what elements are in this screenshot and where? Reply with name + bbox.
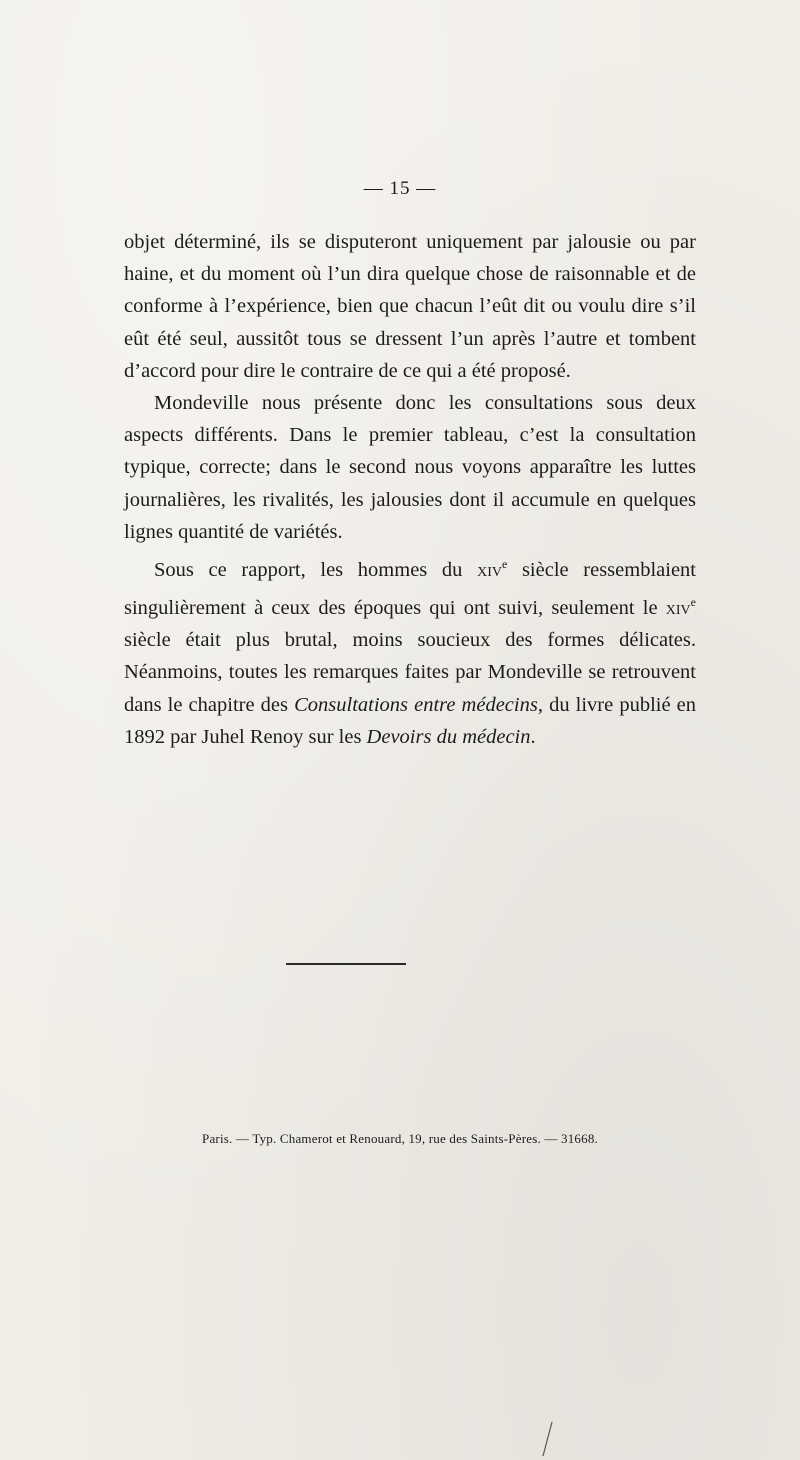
paragraph-1: objet déterminé, ils se disputeront uniquement par jalousie ou par haine, et du moment où l’un dira quelque chose de raisonnable et de conforme à l’expérience, bien que chacun l’eût dit ou voulu dire s’il eût été seul, aussitôt tous se dressent l’un après l’autre et tombent d’accord pour dire le contraire de ce qui a été proposé.	[124, 231, 696, 382]
century-superscript: e	[690, 595, 696, 610]
page-number: — 15 —	[363, 178, 437, 199]
paragraph-3-text: Sous ce rapport, les hommes du	[154, 558, 478, 581]
printer-imprint: Paris. — Typ. Chamerot et Renouard, 19, rue des Saints-Pères. — 31668.	[202, 1131, 598, 1146]
century-numeral: xiv	[665, 596, 691, 619]
paragraph-3-text: siècle était plus brutal, moins soucieux des formes délicates. Néanmoins, toutes les remarques faites par Mondeville se retrouvent dans le chapitre des	[124, 629, 696, 716]
cited-chapter-title: Consultations entre médecins	[294, 693, 538, 716]
century-superscript: e	[501, 557, 508, 572]
paragraph-3	[124, 548, 696, 753]
paragraph-3-text: .	[530, 725, 536, 748]
body-text	[124, 226, 696, 753]
paragraph-3-text: siècle ressemblaient singulièrement à ceux des époques qui ont suivi, seulement le	[124, 558, 696, 619]
cited-book-title: Devoirs du médecin	[366, 725, 531, 748]
paragraph-2: Mondeville nous présente donc les consultations sous deux aspects différents. Dans le premier tableau, c’est la consultation typique, correcte; dans le second nous voyons apparaître les luttes journalières, les rivalités, les jalousies dont il accumule en quelques lignes quantité de variétés.	[124, 392, 696, 543]
section-divider	[286, 963, 406, 965]
century-numeral: xiv	[477, 558, 502, 581]
ink-mark	[540, 1420, 554, 1460]
paragraph-3-text: , du livre publié en 1892 par Juhel Renoy sur les	[124, 693, 697, 748]
